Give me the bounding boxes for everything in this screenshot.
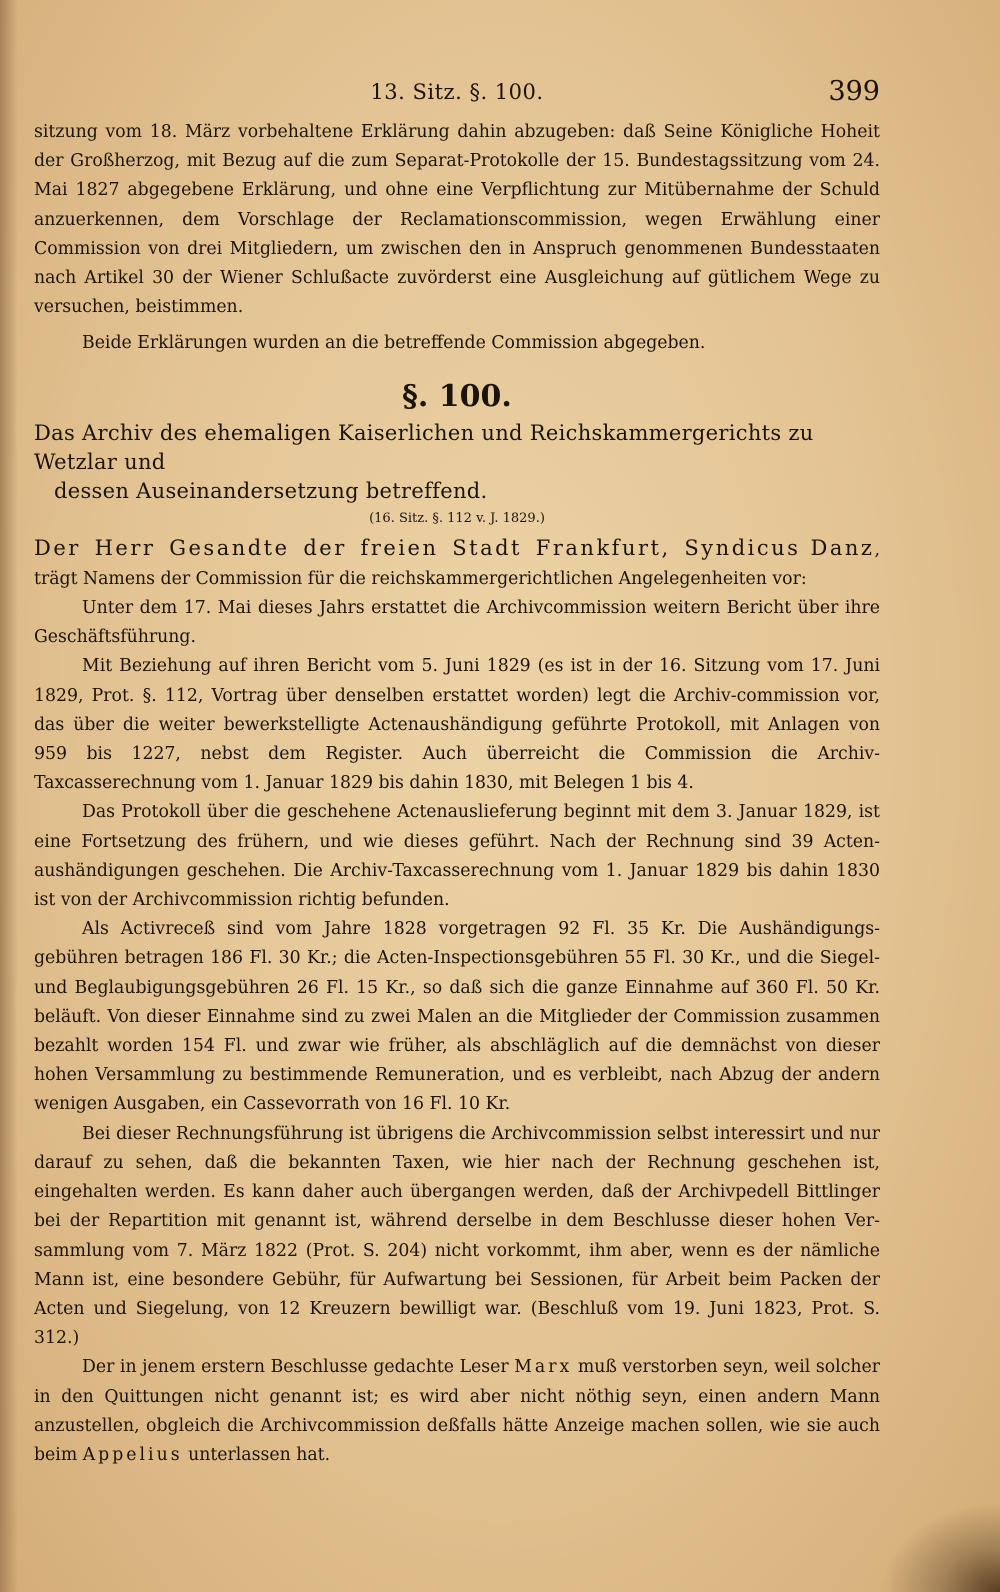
body-paragraph-1: Unter dem 17. Mai dieses Jahrs erstattet die Archivcommission weitern Bericht über ihre Geschäftsführung. bbox=[34, 598, 880, 648]
body-paragraph-4: Als Activreceß sind vom Jahre 1828 vorgetragen 92 Fl. 35 Kr. Die Aushändigungs-gebühren betragen 186 Fl. 30 Kr.; die Acten-Inspectionsgebühren 55 Fl. 30 Kr., und die Siegel- und Beglaubigungsgebühren 26 Fl. 15 Kr., so daß sich die ganze Einnahme auf 360 Fl. 50 Kr. beläuft. Von dieser Einnahme sind zu zwei Malen an die Mitglieder der Commission zusammen bezahlt worden 154 Fl. und zwar wie früher, als abschläglich auf die demnächst von dieser hohen Versammlung zu bestimmende Remuneration, und es verbleibt, nach Abzug der andern wenigen Ausgaben, ein Cassevorrath von 16 Fl. 10 Kr. bbox=[34, 919, 880, 1115]
name-appelius: Appelius bbox=[82, 1444, 183, 1465]
section-title bbox=[34, 419, 880, 506]
declarations-paragraph: Beide Erklärungen wurden an die betreffende Commission abgegeben. bbox=[82, 333, 706, 354]
thumb-shadow bbox=[880, 1502, 1000, 1592]
p6-text-before: Der in jenem erstern Beschlusse gedachte Leser bbox=[82, 1357, 515, 1378]
body-paragraph-3: Das Protokoll über die geschehene Actenauslieferung beginnt mit dem 3. Januar 1829, ist eine Fortsetzung des frühern, und wie dieses geführt. Nach der Rechnung sind 39 Acten-aushändigungen geschehen. Die Archiv-Taxcasserechnung vom 1. Januar 1829 bis dahin 1830 ist von der Archivcommission richtig befunden. bbox=[34, 802, 880, 911]
section-title-line-1: Das Archiv des ehemaligen Kaiserlichen und Reichskammergerichts zu Wetzlar und bbox=[34, 420, 814, 474]
body-paragraph-2: Mit Beziehung auf ihren Bericht vom 5. Juni 1829 (es ist in der 16. Sitzung vom 17. Juni 1829, Prot. §. 112, Vortrag über denselben erstattet worden) legt die Archiv-commission vor, das über die weiter bewerkstelligte Actenaushändigung geführte Protokoll, mit Anlagen von 959 bis 1227, nebst dem Register. Auch überreicht die Commission die Archiv-Taxcasserechnung vom 1. Januar 1829 bis dahin 1830, mit Belegen 1 bis 4. bbox=[34, 656, 880, 794]
p6-text-middle: muß verstorben seyn, weil solcher in den Quittungen nicht genannt ist; es wird aber nicht nöthig seyn, einen andern Mann anzustellen, obgleich die Archivcommission deßfalls hätte Anzeige machen sollen, wie sie auch beim bbox=[34, 1357, 881, 1465]
running-head: 13. Sitz. §. 100. bbox=[370, 80, 544, 104]
name-marx: Marx bbox=[514, 1357, 573, 1378]
speaker-paragraph bbox=[34, 534, 880, 594]
section-reference: (16. Sitz. §. 112 v. J. 1829.) bbox=[369, 510, 545, 526]
section-number: §. 100. bbox=[402, 378, 512, 414]
speaker-rest: , trägt Namens der Commission für die reichskammergerichtlichen Angelegenheiten vor: bbox=[34, 539, 880, 589]
text-block bbox=[34, 118, 880, 1470]
spine-shadow bbox=[0, 0, 18, 1592]
page-number: 399 bbox=[828, 76, 880, 107]
section-title-line-2: dessen Auseinandersetzung betreffend. bbox=[54, 478, 488, 503]
continuation-paragraph: sitzung vom 18. März vorbehaltene Erklärung dahin abzugeben: daß Seine Königliche Hoheit der Großherzog, mit Bezug auf die zum Separat-Protokolle der 15. Bundestagssitzung vom 24. Mai 1827 abgegebene Erklärung, und ohne eine Verpflichtung zur Mitübernahme der Schuld anzuerkennen, dem Vorschlage der Reclamationscommission, wegen Erwählung einer Commission von drei Mitgliedern, um zwischen den in Anspruch genommenen Bundesstaaten nach Artikel 30 der Wiener Schlußacte zuvörderst eine Ausgleichung auf gütlichem Wege zu versuchen, beistimmen. bbox=[34, 122, 880, 318]
speaker-intro: Der Herr Gesandte der freien Stadt Frankfurt, Syndicus bbox=[34, 535, 801, 560]
body-paragraph-6 bbox=[34, 1353, 880, 1470]
page-header bbox=[34, 76, 880, 116]
speaker-name: Danz bbox=[810, 535, 875, 560]
body-paragraph-5: Bei dieser Rechnungsführung ist übrigens die Archivcommission selbst interessirt und nur darauf zu sehen, daß die bekannten Taxen, wie hier nach der Rechnung geschehen ist, eingehalten werden. Es kann daher auch übergangen werden, daß der Archivpedell Bittlinger bei der Repartition mit genannt ist, während derselbe in dem Beschlusse dieser hohen Ver-sammlung vom 7. März 1822 (Prot. S. 204) nicht vorkommt, ihm aber, wenn es der nämliche Mann ist, eine besondere Gebühr, für Aufwartung bei Sessionen, für Arbeit beim Packen der Acten und Siegelung, von 12 Kreuzern bewilligt war. (Beschluß vom 19. Juni 1823, Prot. S. 312.) bbox=[34, 1123, 880, 1349]
p6-text-after: unterlassen hat. bbox=[182, 1444, 331, 1465]
